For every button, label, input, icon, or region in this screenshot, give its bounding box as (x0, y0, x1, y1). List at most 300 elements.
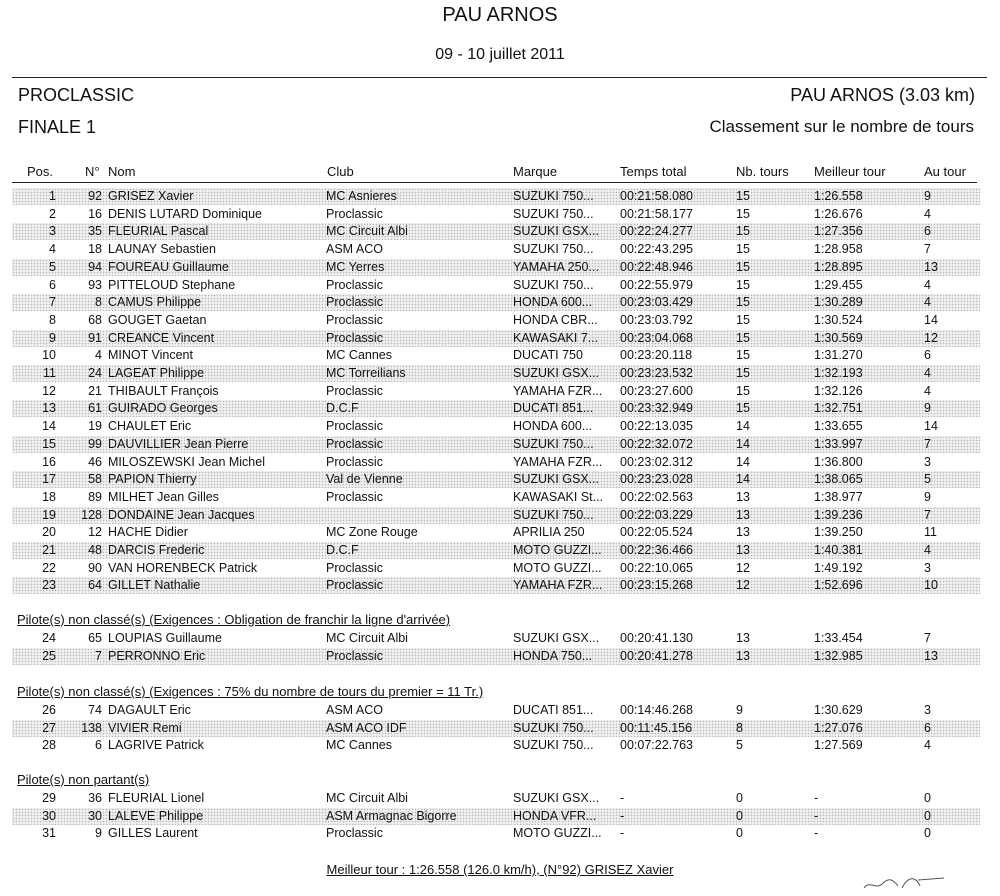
table-row (12, 808, 980, 825)
cell-temps: - (620, 809, 625, 823)
cell-nom: PERRONNO Eric (108, 649, 206, 663)
cell-nb: 13 (736, 649, 750, 663)
cell-temps: 00:22:32.072 (620, 437, 693, 451)
cell-au: 4 (924, 366, 931, 380)
cell-best: - (814, 809, 819, 823)
cell-club: Proclassic (326, 490, 383, 504)
cell-temps: 00:22:13.035 (620, 419, 693, 433)
cell-club: Proclassic (326, 437, 383, 451)
cell-best: 1:33.997 (814, 437, 863, 451)
cell-marque: YAMAHA FZR... (513, 384, 603, 398)
cell-num: 12 (88, 525, 102, 539)
cell-num: 46 (88, 455, 102, 469)
cell-nom: HACHE Didier (108, 525, 188, 539)
cell-nb: 13 (736, 631, 750, 645)
cell-num: 93 (88, 278, 102, 292)
cell-best: 1:28.895 (814, 260, 863, 274)
cell-best: 1:32.193 (814, 366, 863, 380)
table-row (12, 418, 980, 435)
table-row (12, 524, 980, 541)
cell-temps: 00:22:10.065 (620, 561, 693, 575)
cell-marque: KAWASAKI 7... (513, 331, 599, 345)
cell-temps: 00:22:43.295 (620, 242, 693, 256)
table-row (12, 400, 980, 417)
cell-club: Proclassic (326, 313, 383, 327)
cell-au: 4 (924, 543, 931, 557)
cell-marque: YAMAHA FZR... (513, 455, 603, 469)
col-header-meilleur-tour: Meilleur tour (814, 164, 886, 179)
cell-num: 89 (88, 490, 102, 504)
cell-best: 1:27.356 (814, 224, 863, 238)
cell-pos: 26 (42, 703, 56, 717)
cell-nom: DARCIS Frederic (108, 543, 205, 557)
cell-num: 94 (88, 260, 102, 274)
cell-marque: YAMAHA FZR... (513, 578, 603, 592)
cell-best: 1:33.655 (814, 419, 863, 433)
cell-nb: 15 (736, 295, 750, 309)
cell-marque: HONDA 600... (513, 419, 593, 433)
cell-nom: LOUPIAS Guillaume (108, 631, 222, 645)
cell-pos: 8 (49, 313, 56, 327)
col-header-temps: Temps total (620, 164, 687, 179)
cell-nb: 15 (736, 313, 750, 327)
cell-club: D.C.F (326, 543, 359, 557)
category-label: PROCLASSIC (18, 85, 135, 105)
cell-au: 7 (924, 437, 931, 451)
col-header-au-tour: Au tour (924, 164, 966, 179)
section-title: Pilote(s) non classé(s) (Exigences : 75% du nombre de tours du premier = 11 Tr.) (17, 684, 484, 699)
table-row (12, 223, 980, 240)
cell-pos: 29 (42, 791, 56, 805)
cell-nb: 15 (736, 278, 750, 292)
cell-marque: SUZUKI GSX... (513, 791, 600, 805)
table-row (12, 294, 980, 311)
table-row (12, 471, 980, 488)
cell-club: ASM Armagnac Bigorre (326, 809, 457, 823)
section-title: Pilote(s) non classé(s) (Exigences : Obligation de franchir la ligne d'arrivée) (17, 612, 451, 627)
cell-pos: 16 (42, 455, 56, 469)
cell-au: 3 (924, 561, 931, 575)
table-row (12, 542, 980, 559)
cell-nb: 15 (736, 242, 750, 256)
cell-nom: CREANCE Vincent (108, 331, 215, 345)
cell-temps: 00:22:05.524 (620, 525, 693, 539)
best-lap-text: Meilleur tour : 1:26.558 (126.0 km/h), (N°92) GRISEZ Xavier (326, 862, 674, 877)
cell-au: 9 (924, 189, 931, 203)
cell-temps: 00:21:58.080 (620, 189, 693, 203)
cell-num: 8 (95, 295, 102, 309)
col-header-nom: Nom (108, 164, 136, 179)
cell-num: 138 (81, 721, 102, 735)
event-dates: 09 - 10 juillet 2011 (435, 46, 565, 63)
cell-pos: 31 (42, 826, 56, 840)
table-row (12, 702, 980, 719)
cell-pos: 12 (42, 384, 56, 398)
cell-nom: MINOT Vincent (108, 348, 193, 362)
cell-nb: 15 (736, 401, 750, 415)
cell-marque: SUZUKI 750... (513, 189, 594, 203)
cell-best: 1:28.958 (814, 242, 863, 256)
cell-temps: 00:22:24.277 (620, 224, 693, 238)
cell-temps: 00:22:55.979 (620, 278, 693, 292)
cell-pos: 23 (42, 578, 56, 592)
cell-nb: 13 (736, 525, 750, 539)
cell-marque: SUZUKI GSX... (513, 472, 600, 486)
col-header-nb-tours: Nb. tours (736, 164, 789, 179)
cell-pos: 2 (49, 207, 56, 221)
table-row (12, 720, 980, 737)
cell-club: Proclassic (326, 649, 383, 663)
cell-temps: 00:23:15.268 (620, 578, 693, 592)
cell-pos: 3 (49, 224, 56, 238)
cell-num: 4 (95, 348, 102, 362)
cell-au: 3 (924, 455, 931, 469)
cell-au: 10 (924, 578, 938, 592)
cell-club: ASM ACO IDF (326, 721, 407, 735)
cell-au: 0 (924, 826, 931, 840)
cell-marque: SUZUKI 750... (513, 738, 594, 752)
cell-nom: GUIRADO Georges (108, 401, 218, 415)
cell-num: 128 (81, 508, 102, 522)
cell-pos: 10 (42, 348, 56, 362)
cell-nb: 14 (736, 472, 750, 486)
cell-best: 1:30.524 (814, 313, 863, 327)
cell-club: ASM ACO (326, 242, 383, 256)
cell-nom: DAUVILLIER Jean Pierre (108, 437, 249, 451)
cell-num: 30 (88, 809, 102, 823)
cell-temps: 00:11:45.156 (620, 721, 693, 735)
cell-marque: YAMAHA 250... (513, 260, 599, 274)
cell-best: 1:32.126 (814, 384, 863, 398)
cell-marque: DUCATI 851... (513, 703, 594, 717)
cell-nom: VAN HORENBECK Patrick (108, 561, 258, 575)
cell-pos: 20 (42, 525, 56, 539)
cell-marque: HONDA 750... (513, 649, 593, 663)
signature-mark (860, 868, 950, 894)
cell-nom: DENIS LUTARD Dominique (108, 207, 262, 221)
cell-nb: 0 (736, 791, 743, 805)
cell-temps: 00:23:03.792 (620, 313, 693, 327)
cell-best: 1:31.270 (814, 348, 863, 362)
table-row (12, 206, 980, 223)
cell-temps: 00:23:04.068 (620, 331, 693, 345)
cell-num: 24 (88, 366, 102, 380)
cell-club: MC Cannes (326, 348, 392, 362)
cell-nom: GILLET Nathalie (108, 578, 201, 592)
best-lap-footer (0, 862, 1000, 877)
classement-label: Classement sur le nombre de tours (709, 117, 974, 136)
table-row (12, 312, 980, 329)
cell-num: 7 (95, 649, 102, 663)
col-header-club: Club (327, 164, 354, 179)
cell-au: 14 (924, 419, 938, 433)
table-row (12, 365, 980, 382)
cell-nom: LAGRIVE Patrick (108, 738, 204, 752)
cell-club: Proclassic (326, 295, 383, 309)
cell-temps: 00:23:03.429 (620, 295, 693, 309)
cell-nom: DAGAULT Eric (108, 703, 191, 717)
cell-marque: MOTO GUZZI... (513, 826, 602, 840)
cell-nom: GILLES Laurent (108, 826, 198, 840)
cell-au: 6 (924, 721, 931, 735)
cell-best: 1:26.558 (814, 189, 863, 203)
cell-marque: SUZUKI 750... (513, 242, 594, 256)
cell-best: 1:30.629 (814, 703, 863, 717)
table-row (12, 330, 980, 347)
cell-au: 7 (924, 242, 931, 256)
table-row (12, 277, 980, 294)
cell-club: MC Yerres (326, 260, 385, 274)
cell-best: 1:26.676 (814, 207, 863, 221)
cell-best: 1:39.236 (814, 508, 863, 522)
cell-num: 99 (88, 437, 102, 451)
cell-nom: THIBAULT François (108, 384, 219, 398)
cell-nom: CHAULET Eric (108, 419, 192, 433)
page-title: PAU ARNOS (442, 4, 558, 26)
cell-pos: 15 (42, 437, 56, 451)
cell-num: 48 (88, 543, 102, 557)
cell-marque: HONDA 600... (513, 295, 593, 309)
col-header-marque: Marque (513, 164, 558, 179)
cell-nb: 13 (736, 543, 750, 557)
cell-best: 1:27.076 (814, 721, 863, 735)
cell-num: 68 (88, 313, 102, 327)
cell-pos: 11 (43, 366, 56, 380)
cell-num: 6 (95, 738, 102, 752)
cell-num: 16 (88, 207, 102, 221)
cell-marque: HONDA VFR... (513, 809, 597, 823)
cell-marque: DUCATI 750 (513, 348, 583, 362)
cell-pos: 30 (42, 809, 56, 823)
table-row (12, 825, 980, 842)
cell-club: D.C.F (326, 401, 359, 415)
cell-pos: 18 (42, 490, 56, 504)
cell-club: MC Torreilians (326, 366, 406, 380)
cell-num: 35 (88, 224, 102, 238)
header-divider (12, 77, 987, 78)
cell-nb: 0 (736, 826, 743, 840)
cell-marque: HONDA CBR... (513, 313, 598, 327)
cell-club: Proclassic (326, 455, 383, 469)
cell-temps: 00:23:20.118 (620, 348, 693, 362)
cell-temps: 00:22:36.466 (620, 543, 693, 557)
cell-pos: 13 (42, 401, 56, 415)
table-header-divider (12, 182, 977, 183)
circuit-label: PAU ARNOS (3.03 km) (790, 85, 975, 105)
cell-nb: 0 (736, 809, 743, 823)
cell-au: 11 (924, 525, 937, 539)
cell-au: 7 (924, 631, 931, 645)
cell-au: 14 (924, 313, 938, 327)
cell-pos: 6 (49, 278, 56, 292)
cell-best: 1:38.065 (814, 472, 863, 486)
cell-nom: MILOSZEWSKI Jean Michel (108, 455, 265, 469)
cell-au: 0 (924, 791, 931, 805)
cell-temps: - (620, 791, 625, 805)
cell-temps: 00:20:41.130 (620, 631, 693, 645)
cell-marque: SUZUKI 750... (513, 207, 594, 221)
cell-pos: 21 (42, 543, 56, 557)
cell-pos: 27 (42, 721, 56, 735)
cell-club: Proclassic (326, 384, 383, 398)
cell-au: 9 (924, 490, 931, 504)
cell-nom: GRISEZ Xavier (108, 189, 194, 203)
cell-au: 4 (924, 738, 931, 752)
cell-club: MC Circuit Albi (326, 791, 408, 805)
cell-au: 4 (924, 207, 931, 221)
cell-nb: 13 (736, 490, 750, 504)
cell-nom: LAUNAY Sebastien (108, 242, 216, 256)
cell-nb: 15 (736, 207, 750, 221)
cell-nom: LAGEAT Philippe (108, 366, 205, 380)
cell-nb: 8 (736, 721, 743, 735)
cell-nom: FOUREAU Guillaume (108, 260, 229, 274)
cell-pos: 19 (42, 508, 56, 522)
cell-au: 4 (924, 295, 931, 309)
cell-nb: 14 (736, 419, 750, 433)
cell-club: MC Cannes (326, 738, 392, 752)
cell-pos: 25 (42, 649, 56, 663)
cell-pos: 7 (49, 295, 56, 309)
table-row (12, 383, 980, 400)
table-row (12, 347, 980, 364)
cell-nb: 15 (736, 331, 750, 345)
cell-au: 9 (924, 401, 931, 415)
cell-nom: VIVIER Remi (108, 721, 182, 735)
table-row (12, 560, 980, 577)
cell-nb: 14 (736, 437, 750, 451)
cell-au: 12 (924, 331, 938, 345)
cell-pos: 17 (42, 472, 56, 486)
cell-marque: SUZUKI GSX... (513, 224, 600, 238)
cell-temps: 00:22:48.946 (620, 260, 693, 274)
session-label: FINALE 1 (18, 117, 97, 137)
cell-club: Proclassic (326, 578, 383, 592)
cell-nb: 15 (736, 224, 750, 238)
cell-temps: 00:23:02.312 (620, 455, 693, 469)
table-row (12, 790, 980, 807)
cell-num: 65 (88, 631, 102, 645)
cell-nom: FLEURIAL Pascal (108, 224, 209, 238)
section-title: Pilote(s) non partant(s) (17, 772, 150, 787)
cell-club: Proclassic (326, 331, 383, 345)
cell-best: - (814, 791, 819, 805)
cell-au: 6 (924, 348, 931, 362)
cell-best: 1:32.985 (814, 649, 863, 663)
cell-club: ASM ACO (326, 703, 383, 717)
cell-nom: PAPION Thierry (108, 472, 197, 486)
cell-num: 18 (88, 242, 102, 256)
cell-club: Val de Vienne (326, 472, 403, 486)
cell-temps: 00:23:32.949 (620, 401, 693, 415)
cell-best: - (814, 826, 819, 840)
cell-marque: APRILIA 250 (513, 525, 585, 539)
cell-temps: 00:20:41.278 (620, 649, 693, 663)
cell-temps: - (620, 826, 625, 840)
cell-best: 1:38.977 (814, 490, 863, 504)
cell-au: 4 (924, 278, 931, 292)
col-header-pos: Pos. (27, 164, 54, 179)
cell-au: 13 (924, 649, 938, 663)
cell-club: MC Asnieres (326, 189, 397, 203)
cell-best: 1:30.569 (814, 331, 863, 345)
cell-au: 4 (924, 384, 931, 398)
cell-marque: MOTO GUZZI... (513, 561, 602, 575)
cell-num: 92 (88, 189, 102, 203)
table-row (12, 737, 980, 754)
cell-num: 64 (88, 578, 102, 592)
cell-num: 90 (88, 561, 102, 575)
cell-best: 1:30.289 (814, 295, 863, 309)
cell-nb: 15 (736, 348, 750, 362)
cell-club: Proclassic (326, 419, 383, 433)
cell-nom: CAMUS Philippe (108, 295, 202, 309)
cell-nom: LALEVE Philippe (108, 809, 204, 823)
cell-nb: 15 (736, 189, 750, 203)
cell-temps: 00:22:03.229 (620, 508, 693, 522)
table-row (12, 241, 980, 258)
cell-nb: 5 (736, 738, 743, 752)
cell-num: 91 (88, 331, 102, 345)
cell-temps: 00:07:22.763 (620, 738, 693, 752)
cell-nb: 9 (736, 703, 743, 717)
cell-num: 61 (88, 401, 102, 415)
cell-nom: MILHET Jean Gilles (108, 490, 219, 504)
cell-nb: 14 (736, 455, 750, 469)
cell-au: 0 (924, 809, 931, 823)
cell-au: 6 (924, 224, 931, 238)
cell-temps: 00:23:23.532 (620, 366, 693, 380)
cell-nom: PITTELOUD Stephane (108, 278, 236, 292)
table-row (12, 454, 980, 471)
cell-au: 5 (924, 472, 931, 486)
cell-best: 1:40.381 (814, 543, 863, 557)
table-row (12, 630, 980, 647)
cell-pos: 28 (42, 738, 56, 752)
cell-nb: 15 (736, 384, 750, 398)
cell-club: Proclassic (326, 561, 383, 575)
cell-pos: 24 (42, 631, 56, 645)
cell-best: 1:39.250 (814, 525, 863, 539)
cell-marque: SUZUKI 750... (513, 437, 594, 451)
cell-best: 1:32.751 (814, 401, 863, 415)
table-row (12, 259, 980, 276)
cell-num: 21 (88, 384, 102, 398)
cell-num: 74 (88, 703, 102, 717)
cell-club: MC Zone Rouge (326, 525, 418, 539)
cell-au: 13 (924, 260, 938, 274)
cell-best: 1:49.192 (814, 561, 863, 575)
cell-club: Proclassic (326, 207, 383, 221)
cell-club: Proclassic (326, 278, 383, 292)
cell-temps: 00:23:27.600 (620, 384, 693, 398)
cell-best: 1:27.569 (814, 738, 863, 752)
cell-best: 1:33.454 (814, 631, 863, 645)
cell-best: 1:52.696 (814, 578, 863, 592)
cell-pos: 5 (49, 260, 56, 274)
cell-nom: DONDAINE Jean Jacques (108, 508, 255, 522)
cell-club: MC Circuit Albi (326, 631, 408, 645)
cell-num: 36 (88, 791, 102, 805)
cell-pos: 9 (49, 331, 56, 345)
cell-marque: SUZUKI 750... (513, 278, 594, 292)
cell-nb: 12 (736, 578, 750, 592)
cell-pos: 1 (49, 189, 56, 203)
cell-marque: SUZUKI GSX... (513, 366, 600, 380)
cell-marque: SUZUKI 750... (513, 508, 594, 522)
table-row (12, 188, 980, 205)
table-row (12, 489, 980, 506)
